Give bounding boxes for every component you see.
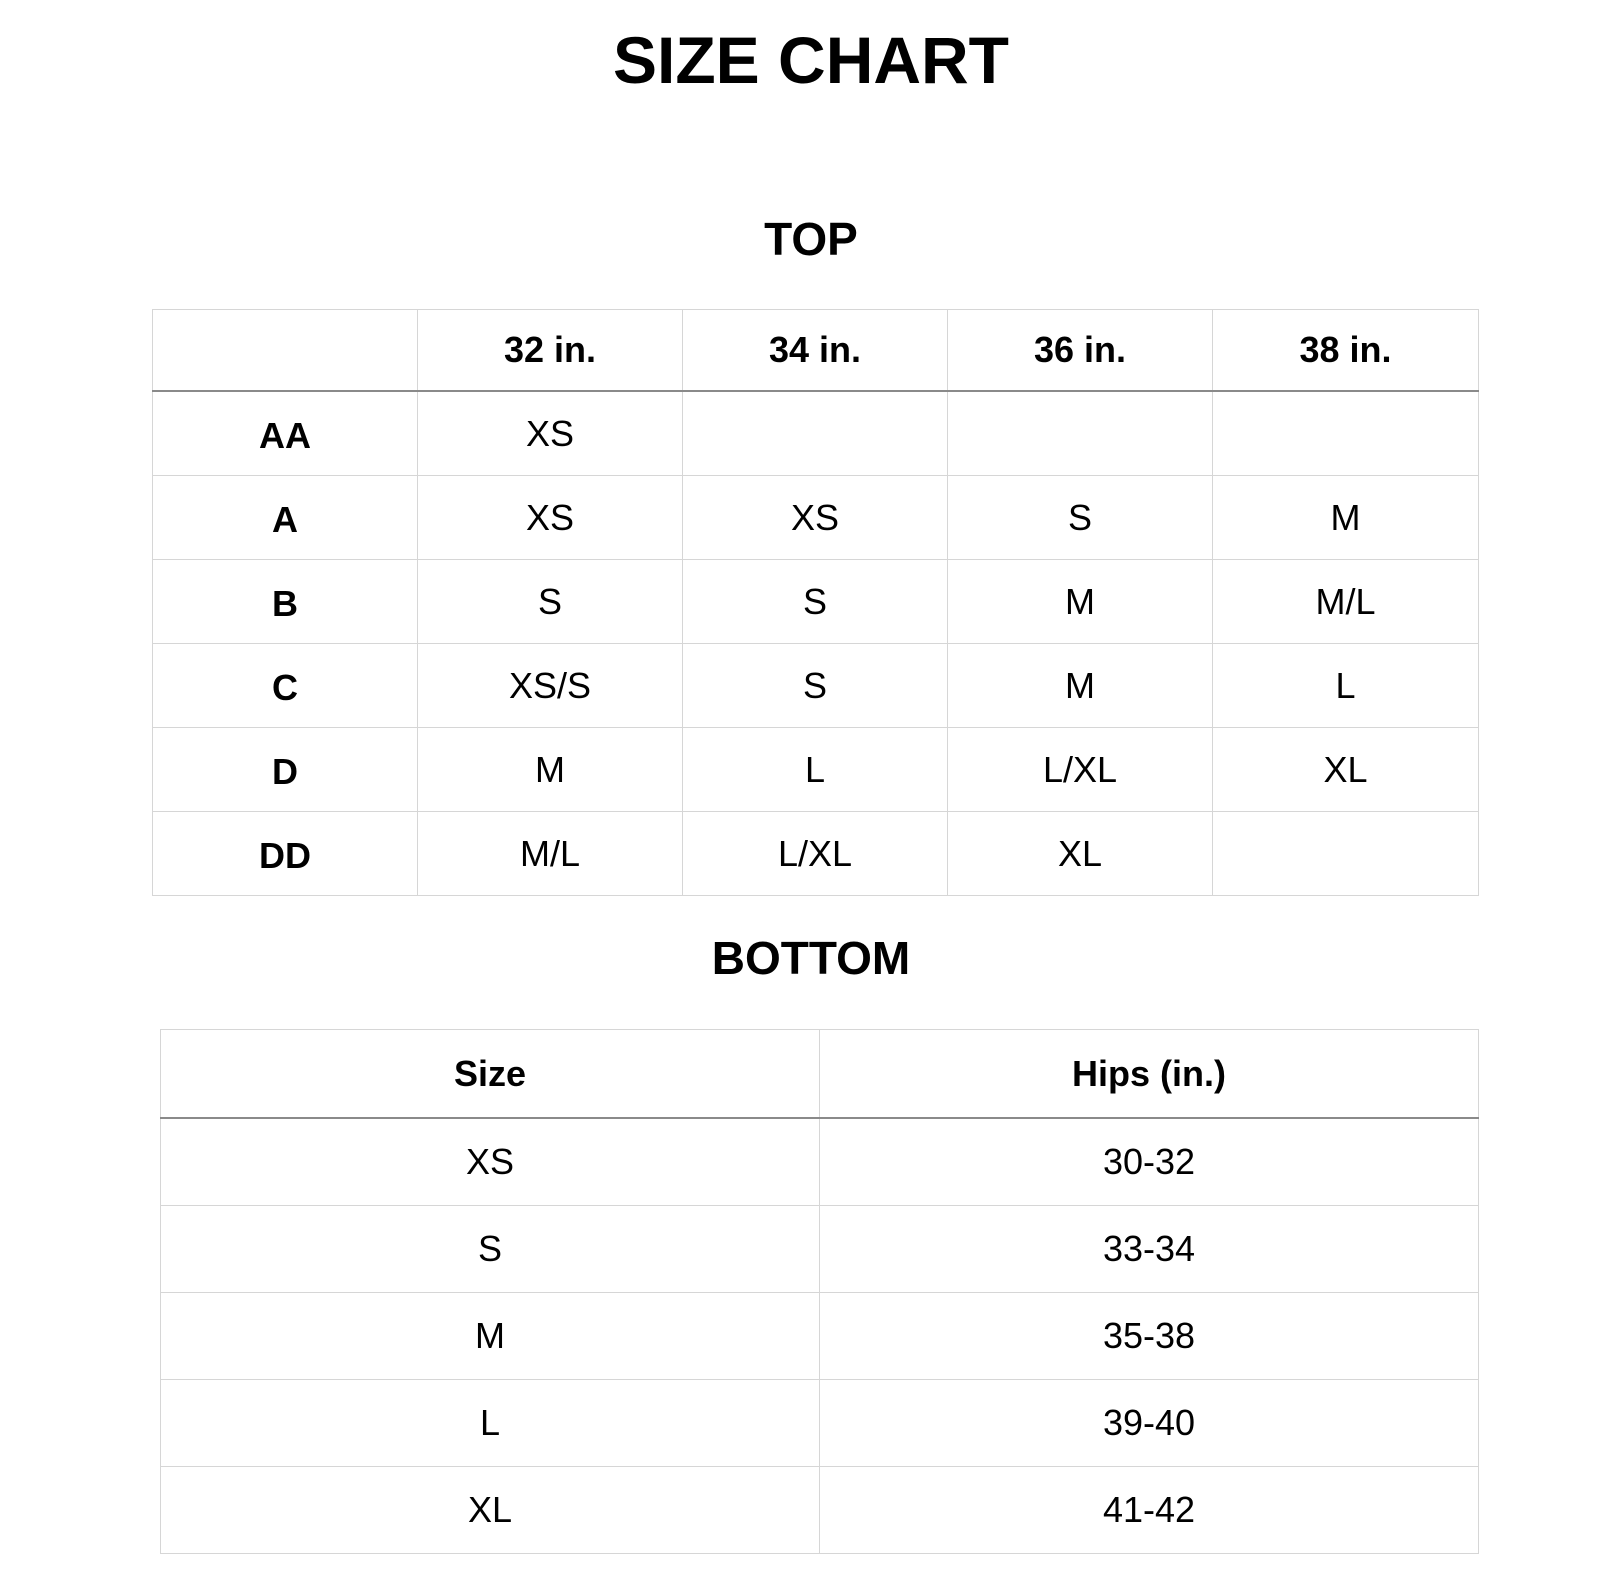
size-cell: XS — [418, 476, 683, 560]
cup-label: B — [153, 560, 418, 644]
size-cell: L — [161, 1380, 820, 1467]
table-row — [161, 1118, 1479, 1206]
bottom-column-header: Hips (in.) — [820, 1030, 1479, 1119]
size-cell — [1213, 812, 1479, 896]
cup-label: DD — [153, 812, 418, 896]
table-row — [161, 1467, 1479, 1554]
table-row — [153, 391, 1479, 476]
size-cell — [683, 391, 948, 476]
cup-label: C — [153, 644, 418, 728]
size-cell: L — [1213, 644, 1479, 728]
hips-cell: 33-34 — [820, 1206, 1479, 1293]
cup-label: AA — [153, 391, 418, 476]
table-row — [161, 1206, 1479, 1293]
size-cell: XL — [948, 812, 1213, 896]
size-cell: L/XL — [948, 728, 1213, 812]
size-cell: S — [948, 476, 1213, 560]
cup-label: A — [153, 476, 418, 560]
table-row — [153, 644, 1479, 728]
table-row — [153, 476, 1479, 560]
top-corner-cell — [153, 310, 418, 392]
size-cell: M — [418, 728, 683, 812]
size-cell: XS/S — [418, 644, 683, 728]
cup-label: D — [153, 728, 418, 812]
size-cell — [948, 391, 1213, 476]
size-cell: XS — [161, 1118, 820, 1206]
size-cell: XS — [683, 476, 948, 560]
page-title: SIZE CHART — [613, 23, 1009, 97]
size-cell: XL — [1213, 728, 1479, 812]
table-row — [161, 1380, 1479, 1467]
size-cell: M — [948, 644, 1213, 728]
top-column-header: 36 in. — [948, 310, 1213, 392]
hips-cell: 41-42 — [820, 1467, 1479, 1554]
size-cell: M — [948, 560, 1213, 644]
size-cell: M/L — [418, 812, 683, 896]
size-cell: S — [683, 560, 948, 644]
table-row — [153, 728, 1479, 812]
size-cell — [1213, 391, 1479, 476]
table-row — [161, 1293, 1479, 1380]
bottom-column-header: Size — [161, 1030, 820, 1119]
top-column-header: 34 in. — [683, 310, 948, 392]
bottom-size-table — [160, 1029, 1479, 1554]
top-column-header: 38 in. — [1213, 310, 1479, 392]
size-cell: M — [161, 1293, 820, 1380]
table-row — [153, 560, 1479, 644]
size-cell: XS — [418, 391, 683, 476]
hips-cell: 30-32 — [820, 1118, 1479, 1206]
bottom-header-row — [161, 1030, 1479, 1119]
size-cell: L — [683, 728, 948, 812]
top-column-header: 32 in. — [418, 310, 683, 392]
size-cell: M — [1213, 476, 1479, 560]
size-cell: S — [161, 1206, 820, 1293]
size-cell: S — [418, 560, 683, 644]
top-section-title: TOP — [764, 213, 858, 265]
hips-cell: 35-38 — [820, 1293, 1479, 1380]
top-size-table — [152, 309, 1479, 896]
top-header-row — [153, 310, 1479, 392]
size-cell: XL — [161, 1467, 820, 1554]
size-cell: M/L — [1213, 560, 1479, 644]
hips-cell: 39-40 — [820, 1380, 1479, 1467]
table-row — [153, 812, 1479, 896]
size-cell: S — [683, 644, 948, 728]
bottom-section-title: BOTTOM — [711, 932, 911, 984]
size-cell: L/XL — [683, 812, 948, 896]
